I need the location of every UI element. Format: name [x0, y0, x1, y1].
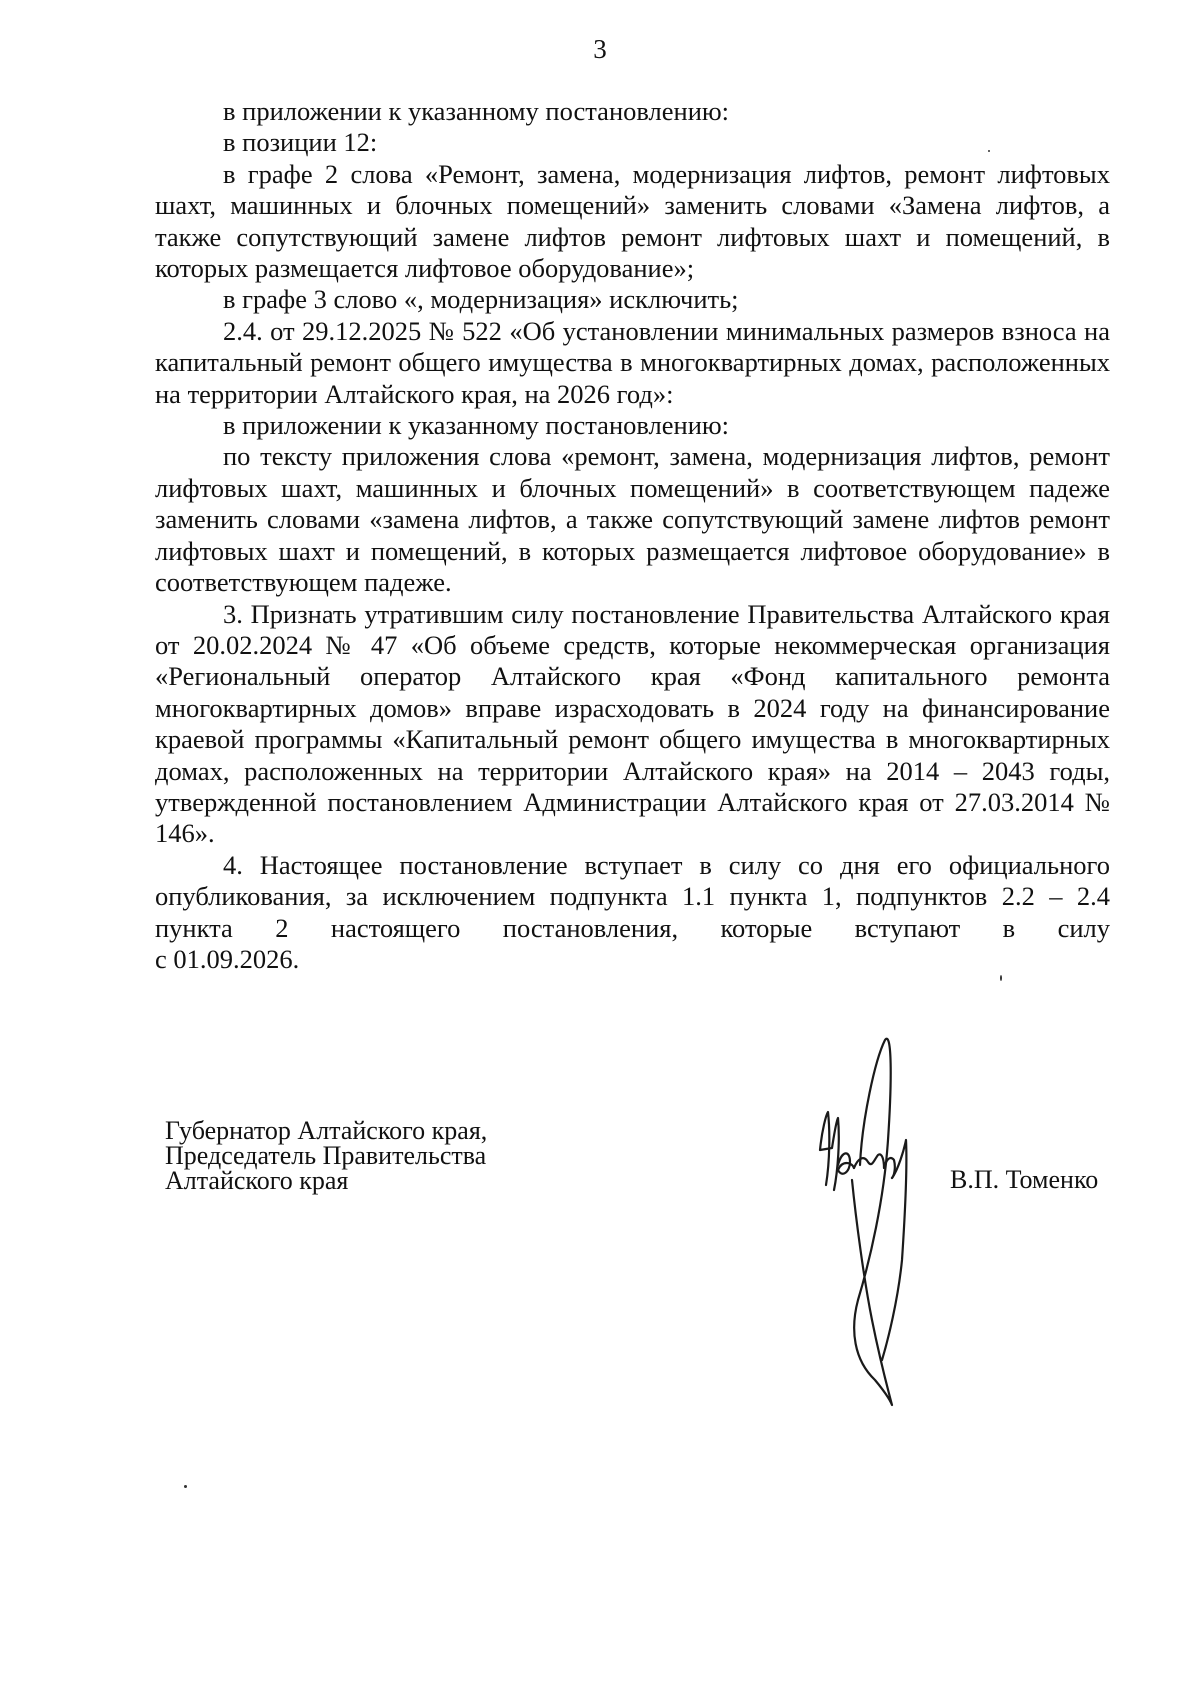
- signatory-title-line: Алтайского края: [165, 1166, 349, 1195]
- paragraph-column-2-replace: в графе 2 слова «Ремонт, замена, модернизация лифтов, ремонт лифтовых шахт, машинных и блочных помещений» заменить словами «Замена лифтов, а также сопутствующий замене лифтов ремонт лифтовых шахт и помещений, в которых размещается лифтовое оборудование»;: [155, 158, 1110, 284]
- scan-speck: [1000, 975, 1002, 981]
- paragraph-item-4-effect: 4. Настоящее постановление вступает в силу со дня его официального опубликования, за исключением подпункта 1.1 пункта 1, подпунктов 2.2 – 2.4 пункта 2 настоящего постановления, которые вступают в силу: [155, 849, 1110, 943]
- paragraph-annex-intro-2: в приложении к указанному постановлению:: [223, 410, 730, 441]
- signatory-title-line: Председатель Правительства: [165, 1141, 487, 1170]
- scan-speck: [988, 150, 990, 152]
- scan-speck: [184, 1485, 187, 1488]
- paragraph-annex-intro: в приложении к указанному постановлению:: [223, 96, 730, 126]
- paragraph-effective-date: с 01.09.2026.: [155, 943, 300, 974]
- signatory-name: В.П. Томенко: [950, 1165, 1099, 1194]
- paragraph-position-12: в позиции 12:: [223, 127, 378, 158]
- paragraph-item-3-repeal: 3. Признать утратившим силу постановление Правительства Алтайского края от 20.02.2024 № 47 «Об объеме средств, которые некоммерческая организация «Региональный оператор Алтайского края «Фонд капитального ремонта многоквартирных домов» вправе израсходовать в 2024 году на финансирование краевой программы «Капитальный ремонт общего имущества в многоквартирных домах, расположенных на территории Алтайского края» на 2014 – 2043 годы, утвержденной постановлением Администрации Алтайского края от 27.03.2014 № 146».: [155, 598, 1110, 849]
- paragraph-column-3-exclude: в графе 3 слово «, модернизация» исключить;: [223, 284, 739, 315]
- paragraph-text-replace: по тексту приложения слова «ремонт, замена, модернизация лифтов, ремонт лифтовых шахт, машинных и блочных помещений» в соответствующем падеже заменить словами «замена лифтов, а также сопутствующий замене лифтов ремонт лифтовых шахт и помещений, в которых размещается лифтовое оборудование» в соответствующем падеже.: [155, 441, 1110, 598]
- handwritten-signature: [780, 1000, 980, 1420]
- document-body: [155, 96, 1110, 975]
- signatory-title-line: Губернатор Алтайского края,: [165, 1116, 488, 1145]
- signatory-title: [165, 1118, 487, 1193]
- paragraph-item-2-4: 2.4. от 29.12.2025 № 522 «Об установлении минимальных размеров взноса на капитальный ремонт общего имущества в многоквартирных домах, расположенных на территории Алтайского края, на 2026 год»:: [155, 315, 1110, 409]
- page-number: 3: [593, 34, 607, 64]
